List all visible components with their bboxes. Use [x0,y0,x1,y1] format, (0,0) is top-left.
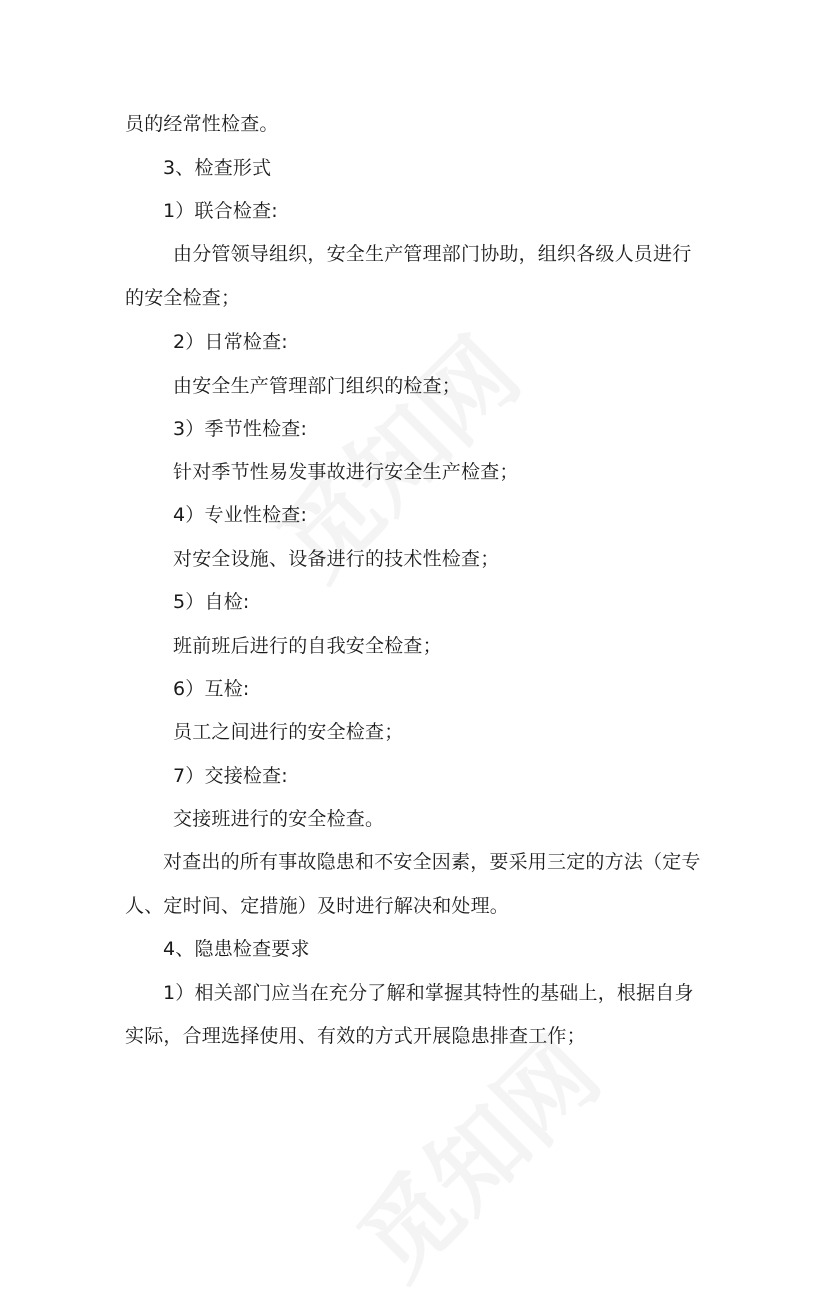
body-text-line: 对安全设施、设备进行的技术性检查； [173,548,500,570]
body-text-line: 员工之间进行的安全检查； [173,721,404,743]
body-text-line: 1）相关部门应当在充分了解和掌握其特性的基础上，根据自身 [163,982,694,1004]
body-text-line: 由安全生产管理部门组织的检查； [173,375,462,397]
body-text-line: 交接班进行的安全检查。 [173,808,385,830]
body-text-line: 由分管领导组织，安全生产管理部门协助，组织各级人员进行 [173,243,692,265]
body-text-line: 对查出的所有事故隐患和不安全因素，要采用三定的方法（定专 [163,851,701,873]
list-item-heading: 6）互检: [173,678,250,700]
list-item-heading: 3）季节性检查: [173,418,308,440]
body-text-line: 人、定时间、定措施）及时进行解决和处理。 [125,895,510,917]
list-item-heading: 7）交接检查: [173,765,288,787]
body-text-line: 针对季节性易发事故进行安全生产检查； [173,461,519,483]
section-heading: 3、检查形式 [163,157,272,179]
list-item-heading: 2）日常检查: [173,331,288,353]
list-item-heading: 5）自检: [173,591,250,613]
list-item-heading: 4）专业性检查: [173,504,308,526]
body-text-line: 实际，合理选择使用、有效的方式开展隐患排查工作； [125,1025,586,1047]
section-heading: 4、隐患检查要求 [163,938,310,960]
body-text-line: 员的经常性检查。 [125,113,279,135]
watermark-bottom [324,1003,625,1304]
list-item-heading: 1）联合检查: [163,200,278,222]
body-text-line: 班前班后进行的自我安全检查； [173,635,442,657]
body-text-line: 的安全检查； [125,287,241,309]
